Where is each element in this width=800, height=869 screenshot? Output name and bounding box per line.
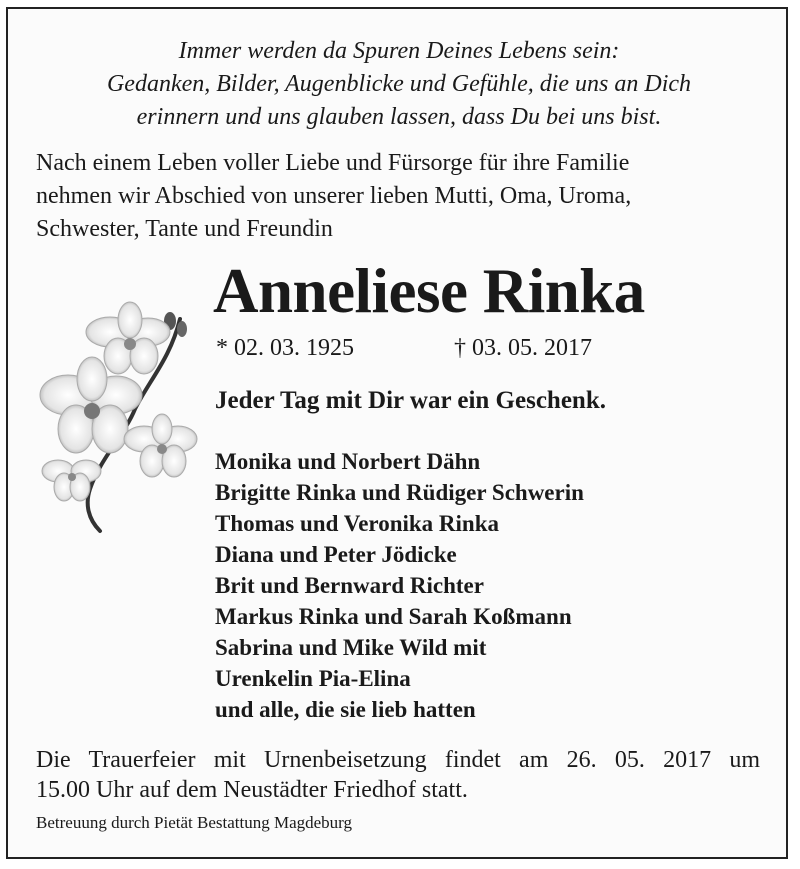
- deceased-name: Anneliese Rinka: [213, 256, 645, 326]
- mourner: Thomas und Veronika Rinka: [215, 511, 500, 536]
- mourner: Sabrina und Mike Wild mit: [215, 635, 487, 660]
- mourner: Diana und Peter Jödicke: [215, 542, 457, 567]
- life-dates: [216, 333, 592, 363]
- ceremony-line: 15.00 Uhr auf dem Neustädter Friedhof statt.: [36, 777, 468, 803]
- intro-line: Nach einem Leben voller Liebe und Fürsorge für ihre Familie: [36, 150, 630, 176]
- death-date: † 03. 05. 2017: [454, 335, 592, 361]
- mourners-list: [215, 446, 584, 725]
- poem-line: erinnern und uns glauben lassen, dass Du bei uns bist.: [136, 104, 662, 130]
- ceremony-line: Die Trauerfeier mit Urnenbeisetzung findet am 26. 05. 2017 um: [36, 747, 760, 773]
- ceremony-info: [36, 745, 760, 805]
- funeral-service: Betreuung durch Pietät Bestattung Magdeburg: [36, 813, 353, 832]
- mourner: Monika und Norbert Dähn: [215, 449, 481, 474]
- intro-text: [36, 147, 760, 246]
- obituary-notice: [6, 7, 788, 859]
- poem-line: Gedanken, Bilder, Augenblicke und Gefühle, die uns an Dich: [106, 71, 692, 97]
- poem: [8, 35, 790, 134]
- poem-line: Immer werden da Spuren Deines Lebens sein:: [178, 38, 620, 64]
- mourner: und alle, die sie lieb hatten: [215, 697, 476, 722]
- mourner: Markus Rinka und Sarah Koßmann: [215, 604, 572, 629]
- intro-line: Schwester, Tante und Freundin: [36, 216, 333, 242]
- intro-line: nehmen wir Abschied von unserer lieben Mutti, Oma, Uroma,: [36, 183, 632, 209]
- orchid-icon: [30, 299, 210, 539]
- birth-date: * 02. 03. 1925: [216, 335, 354, 361]
- motto: Jeder Tag mit Dir war ein Geschenk.: [215, 387, 606, 414]
- mourner: Brit und Bernward Richter: [215, 573, 484, 598]
- mourner: Brigitte Rinka und Rüdiger Schwerin: [215, 480, 584, 505]
- mourner: Urenkelin Pia-Elina: [215, 666, 411, 691]
